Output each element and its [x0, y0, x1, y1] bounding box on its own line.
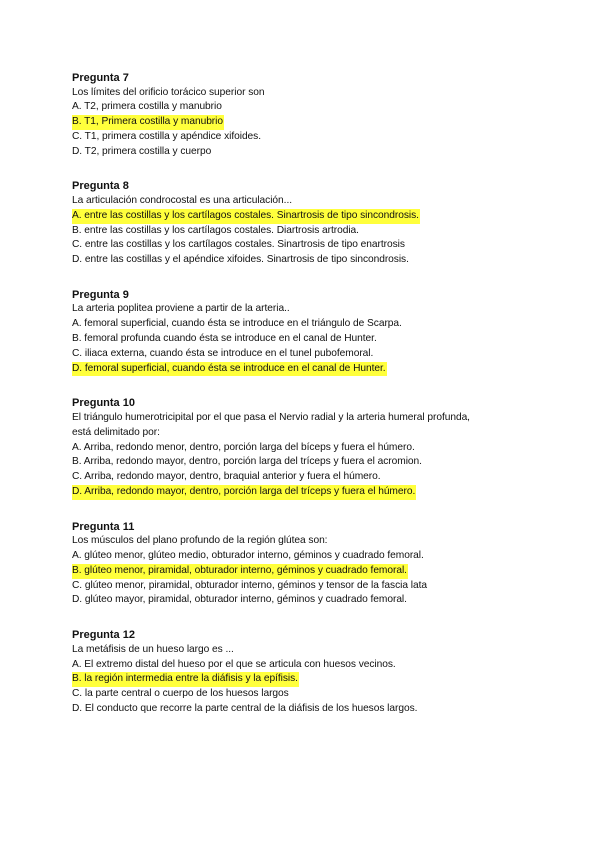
option-d: D. glúteo mayor, piramidal, obturador interno, géminos y cuadrado femoral. [72, 594, 407, 606]
option-d-correct [72, 362, 542, 377]
question-stem-line-1: El triángulo humerotricipital por el que pasa el Nervio radial y la arteria humeral profunda, [72, 411, 470, 423]
option-a-correct [72, 209, 542, 224]
question-7 [72, 71, 542, 159]
option-a: A. El extremo distal del hueso por el que se articula con huesos vecinos. [72, 658, 396, 670]
question-12 [72, 628, 542, 716]
question-11 [72, 520, 542, 608]
option-c: C. iliaca externa, cuando ésta se introduce en el tunel pubofemoral. [72, 347, 374, 359]
option-c: C. Arriba, redondo mayor, dentro, braquial anterior y fuera el húmero. [72, 471, 381, 483]
option-b-correct [72, 564, 542, 579]
option-a: A. Arriba, redondo menor, dentro, porción larga del bíceps y fuera el húmero. [72, 441, 415, 453]
option-a: A. glúteo menor, glúteo medio, obturador interno, géminos y cuadrado femoral. [72, 550, 424, 562]
option-c: C. entre las costillas y los cartílagos costales. Sinartrosis de tipo enartrosis [72, 239, 405, 251]
question-stem: Los músculos del plano profundo de la región glútea son: [72, 535, 328, 547]
highlighted-answer: B. la región intermedia entre la diáfisis y la epífisis. [72, 672, 299, 687]
question-title: Pregunta 10 [72, 397, 135, 410]
option-a: A. femoral superficial, cuando ésta se introduce en el triángulo de Scarpa. [72, 318, 402, 330]
question-title: Pregunta 7 [72, 72, 129, 84]
option-b-correct [72, 115, 542, 130]
option-b: B. entre las costillas y los cartílagos costales. Diartrosis artrodia. [72, 224, 359, 236]
document-page [72, 71, 542, 737]
option-d: D. T2, primera costilla y cuerpo [72, 145, 212, 157]
highlighted-answer: B. T1, Primera costilla y manubrio [72, 115, 224, 130]
highlighted-answer: D. femoral superficial, cuando ésta se introduce en el canal de Hunter. [72, 362, 387, 377]
option-b: B. femoral profunda cuando ésta se introduce en el canal de Hunter. [72, 333, 377, 345]
question-stem: La arteria poplitea proviene a partir de la arteria.. [72, 303, 290, 315]
highlighted-answer: A. entre las costillas y los cartílagos costales. Sinartrosis de tipo sincondrosis. [72, 209, 420, 224]
question-title: Pregunta 11 [72, 520, 135, 533]
option-d: D. El conducto que recorre la parte central de la diáfisis de los huesos largos. [72, 702, 418, 714]
question-stem: La metáfisis de un hueso largo es ... [72, 643, 234, 655]
option-b: B. Arriba, redondo mayor, dentro, porción larga del tríceps y fuera el acromion. [72, 456, 422, 468]
question-stem-line-2: está delimitado por: [72, 426, 160, 438]
option-d-correct [72, 485, 542, 500]
option-a: A. T2, primera costilla y manubrio [72, 101, 222, 113]
question-title: Pregunta 8 [72, 180, 129, 193]
option-c: C. glúteo menor, piramidal, obturador interno, géminos y tensor de la fascia lata [72, 579, 427, 591]
question-8 [72, 179, 542, 267]
option-c: C. T1, primera costilla y apéndice xifoides. [72, 130, 261, 142]
highlighted-answer: B. glúteo menor, piramidal, obturador interno, géminos y cuadrado femoral. [72, 564, 408, 579]
question-9 [72, 288, 542, 376]
option-b-correct [72, 672, 542, 687]
question-title: Pregunta 9 [72, 288, 129, 301]
highlighted-answer: D. Arriba, redondo mayor, dentro, porción larga del tríceps y fuera el húmero. [72, 485, 416, 500]
option-c: C. la parte central o cuerpo de los huesos largos [72, 688, 289, 700]
question-stem: Los límites del orificio torácico superior son [72, 86, 265, 98]
question-title: Pregunta 12 [72, 629, 135, 642]
question-10 [72, 396, 542, 499]
question-stem: La articulación condrocostal es una articulación... [72, 194, 293, 206]
option-d: D. entre las costillas y el apéndice xifoides. Sinartrosis de tipo sincondrosis. [72, 254, 409, 266]
